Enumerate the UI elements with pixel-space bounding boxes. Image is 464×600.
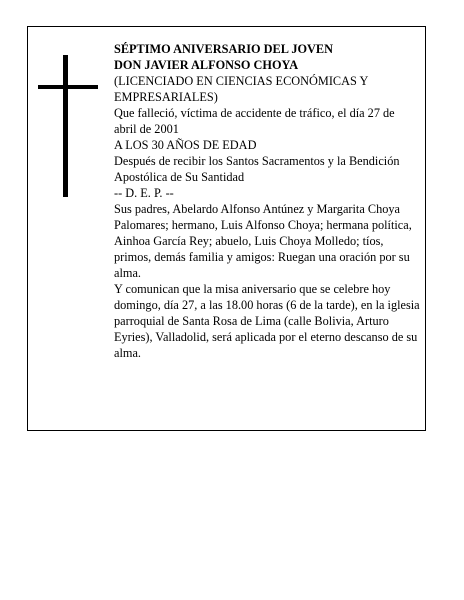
title-line-1: SÉPTIMO ANIVERSARIO DEL JOVEN [114, 42, 333, 56]
cross-icon [38, 55, 98, 197]
age-line: A LOS 30 AÑOS DE EDAD [114, 138, 257, 152]
obituary-text [114, 41, 420, 361]
cross-horizontal-bar [38, 85, 98, 89]
sacraments-line: Después de recibir los Santos Sacramentos y la Bendición Apostólica de Su Santidad [114, 154, 400, 184]
title-line-2: DON JAVIER ALFONSO CHOYA [114, 58, 299, 72]
family-paragraph: Sus padres, Abelardo Alfonso Antúnez y Margarita Choya Palomares; hermano, Luis Alfonso Choya; hermana política, Ainhoa García Rey; abuelo, Luis Choya Molledo; tíos, primos, demás familia y amigos: Ruegan una oración por su alma. [114, 202, 412, 280]
cross-vertical-bar [63, 55, 68, 197]
mass-paragraph: Y comunican que la misa aniversario que se celebre hoy domingo, día 27, a las 18.00 horas (6 de la tarde), en la iglesia parroquial de Santa Rosa de Lima (calle Bolivia, Arturo Eyries), Valladolid, será aplicada por el eterno descanso de su alma. [114, 282, 420, 360]
profession-subtitle: (LICENCIADO EN CIENCIAS ECONÓMICAS Y EMPRESARIALES) [114, 74, 368, 104]
death-details: Que falleció, víctima de accidente de tráfico, el día 27 de abril de 2001 [114, 106, 395, 136]
rip-line: -- D. E. P. -- [114, 186, 174, 200]
